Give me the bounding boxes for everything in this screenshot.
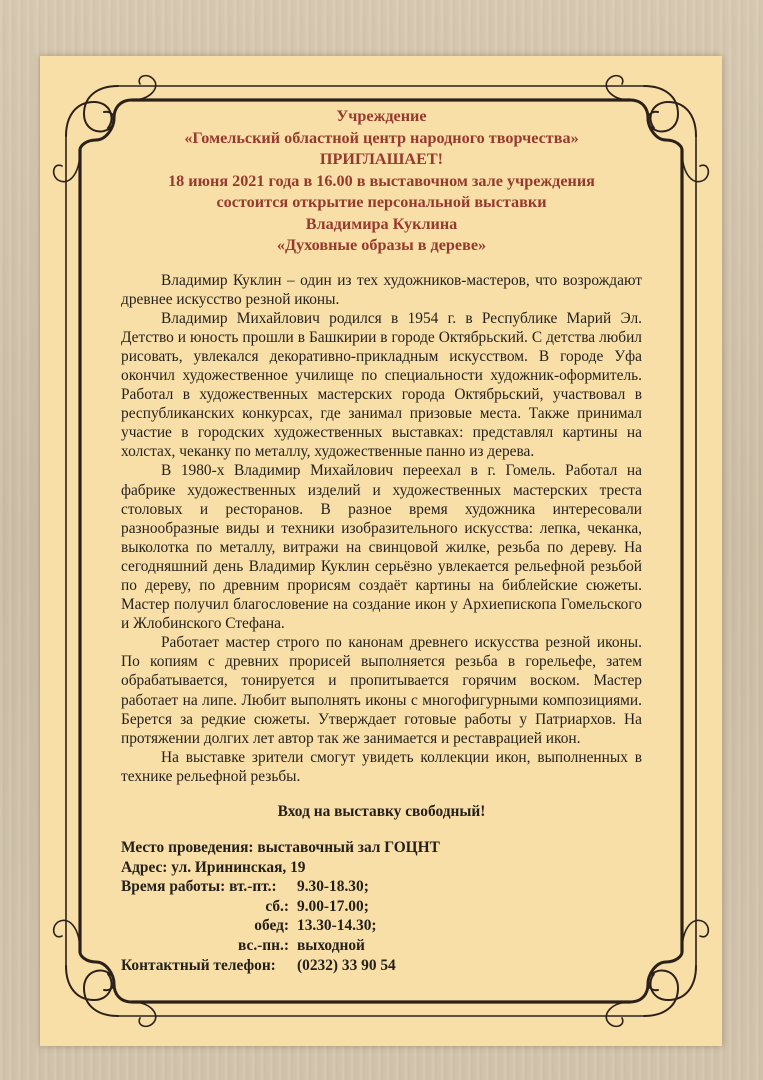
header-artist: Владимира Куклина: [305, 214, 458, 233]
event-info: [121, 838, 642, 975]
days-off-label: вс.-пн.:: [237, 937, 289, 954]
paragraph: Владимир Михайлович родился в 1954 г. в Республике Марий Эл. Детство и юность прошли в Башкирии в городе Октябрьский. С детства любил рисовать, увлекался декоративно-прикладным искусством. В городе Уфа окончил художественное училище по специальности художник-оформитель. Работал в художественных мастерских города Октябрьский, участвовал в республиканских конкурсах, где занимал призовые места. Также принимал участие в городских художественных выставках: представлял картины на холстах, чеканку по металлу, художественные панно из дерева.: [121, 309, 642, 461]
paragraph: В 1980-х Владимир Михайлович переехал в г. Гомель. Работал на фабрике художественных изделий и художественных мастерских треста столовых и ресторанов. В разное время художника интересовали разнообразные виды и техники изобразительного искусства: лепка, чеканка, выколотка по металлу, витражи на свинцовой жилке, резьба по дереву. На сегодняшний день Владимир Куклин серьёзно увлекается рельефной резьбой по дереву, по древним прорисям создаёт картины на библейские сюжеты. Мастер получил благословение на создание икон у Архиепископа Гомельского и Жлобинского Стефана.: [121, 462, 642, 633]
days-off-row: [121, 936, 642, 956]
header-exhibition-title: «Духовные образы в дереве»: [276, 236, 487, 254]
paragraph: Владимир Куклин – один из тех художников-мастеров, что возрождают древнее искусство резной иконы.: [121, 271, 642, 308]
poster-sheet: [40, 56, 722, 1046]
header-center-name: «Гомельский областной центр народного творчества»: [184, 128, 579, 147]
free-entry-note: Вход на выставку свободный!: [277, 803, 486, 821]
paragraph: Работает мастер строго по канонам древнего искусства резной иконы. По копиям с древних прорисей выполняется резьба в горельефе, затем обрабатывается, тонируется и пропитывается горячим воском. Мастер работает на липе. Любит выполнять иконы с многофигурными композициями. Берется за редкие сюжеты. Утверждает готовые работы у Патриархов. На протяжении долгих лет автор так же занимается и реставрацией икон.: [121, 634, 642, 747]
header-invites: ПРИГЛАШАЕТ!: [319, 150, 444, 168]
article-body: [121, 271, 642, 787]
lunch-value: 13.30-14.30;: [297, 917, 377, 935]
phone-label: Контактный телефон:: [121, 956, 276, 974]
venue-line: Место проведения: выставочный зал ГОЦНТ: [121, 839, 440, 857]
phone-value: (0232) 33 90 54: [297, 956, 396, 974]
header-event: состоится открытие персональной выставки: [216, 193, 547, 211]
days-off-value: выходной: [297, 937, 365, 954]
hours-value: 9.30-18.30;: [297, 878, 369, 896]
phone-row: [121, 956, 642, 976]
invitation-header: [121, 106, 642, 257]
poster-content: [121, 106, 642, 975]
lunch-label: обед:: [254, 917, 289, 935]
paragraph: На выставке зрители смогут увидеть коллекции икон, выполненных в технике рельефной резьбы.: [121, 748, 642, 785]
hours-label: Время работы: вт.-пт.:: [121, 878, 277, 896]
hours-row: [121, 877, 642, 897]
address-line: Адрес: ул. Ирининская, 19: [121, 858, 306, 876]
saturday-label: сб.:: [265, 897, 289, 915]
lunch-row: [121, 916, 642, 936]
saturday-value: 9.00-17.00;: [297, 897, 369, 915]
header-institution: Учреждение: [336, 107, 427, 125]
header-date: 18 июня 2021 года в 16.00 в выставочном зале учреждения: [168, 171, 595, 190]
saturday-row: [121, 897, 642, 917]
